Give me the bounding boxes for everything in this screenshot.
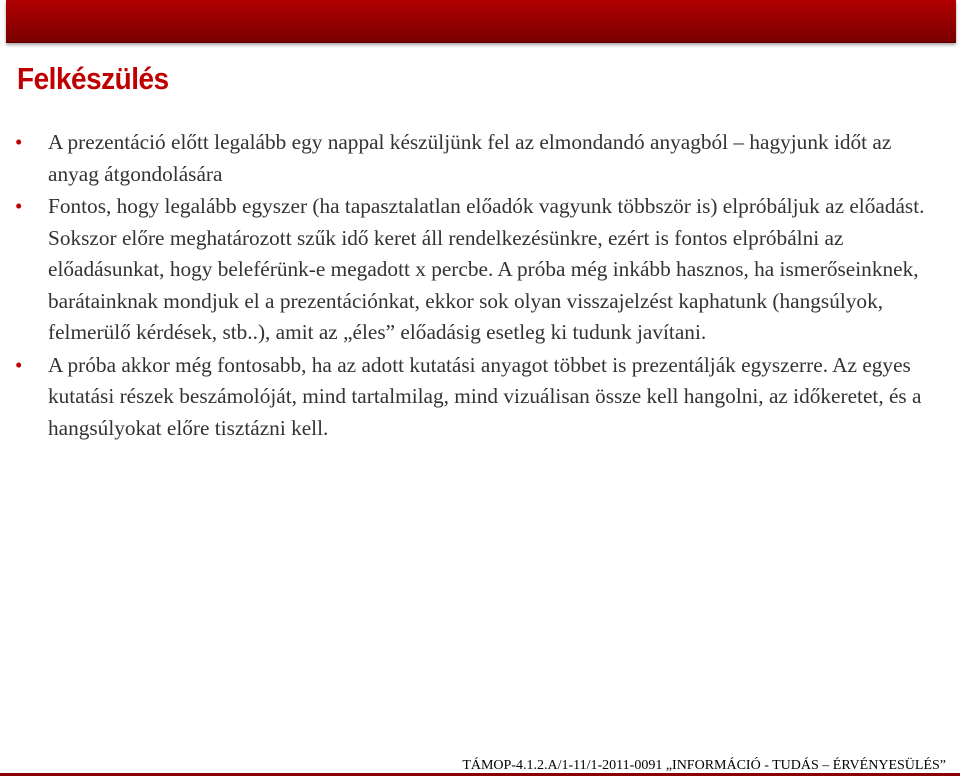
bullet-text: A prezentáció előtt legalább egy nappal készüljünk fel az elmondandó anyagból – hagyjunk időt az anyag átgondolására	[48, 130, 892, 186]
bullet-marker: •	[15, 130, 23, 154]
footer-project-code: TÁMOP-4.1.2.A/1-11/1-2011-0091 „INFORMÁCIÓ - TUDÁS – ÉRVÉNYESÜLÉS”	[462, 758, 946, 773]
bullet-text: Fontos, hogy legalább egyszer (ha tapasztalatlan előadók vagyunk többször is) elpróbáljuk az előadást. Sokszor előre meghatározott szűk idő keret áll rendelkezésünkre, ezért is fontos elpróbálni az előadásunkat, hogy beleférünk-e megadott x percbe. A próba még inkább hasznos, ha ismerőseinknek, barátainknak mondjuk el a prezentációnkat, ekkor sok olyan visszajelzést kaphatunk (hangsúlyok, felmerülő kérdések, stb..), amit az „éles” előadásig esetleg ki tudunk javítani.	[48, 194, 925, 344]
bullet-item	[0, 127, 960, 190]
header-bar	[6, 0, 956, 43]
bullet-text: A próba akkor még fontosabb, ha az adott kutatási anyagot többet is prezentálják egyszerre. Az egyes kutatási részek beszámolóját, mind tartalmilag, mind vizuálisan össze kell hangolni, az időkeretet, és a hangsúlyokat előre tisztázni kell.	[48, 352, 922, 440]
bullet-item	[0, 350, 960, 445]
bullet-list	[0, 127, 960, 444]
bullet-marker: •	[15, 352, 23, 377]
slide-title: Felkészülés	[17, 61, 169, 96]
bullet-marker: •	[15, 194, 23, 218]
bullet-item	[0, 191, 960, 349]
